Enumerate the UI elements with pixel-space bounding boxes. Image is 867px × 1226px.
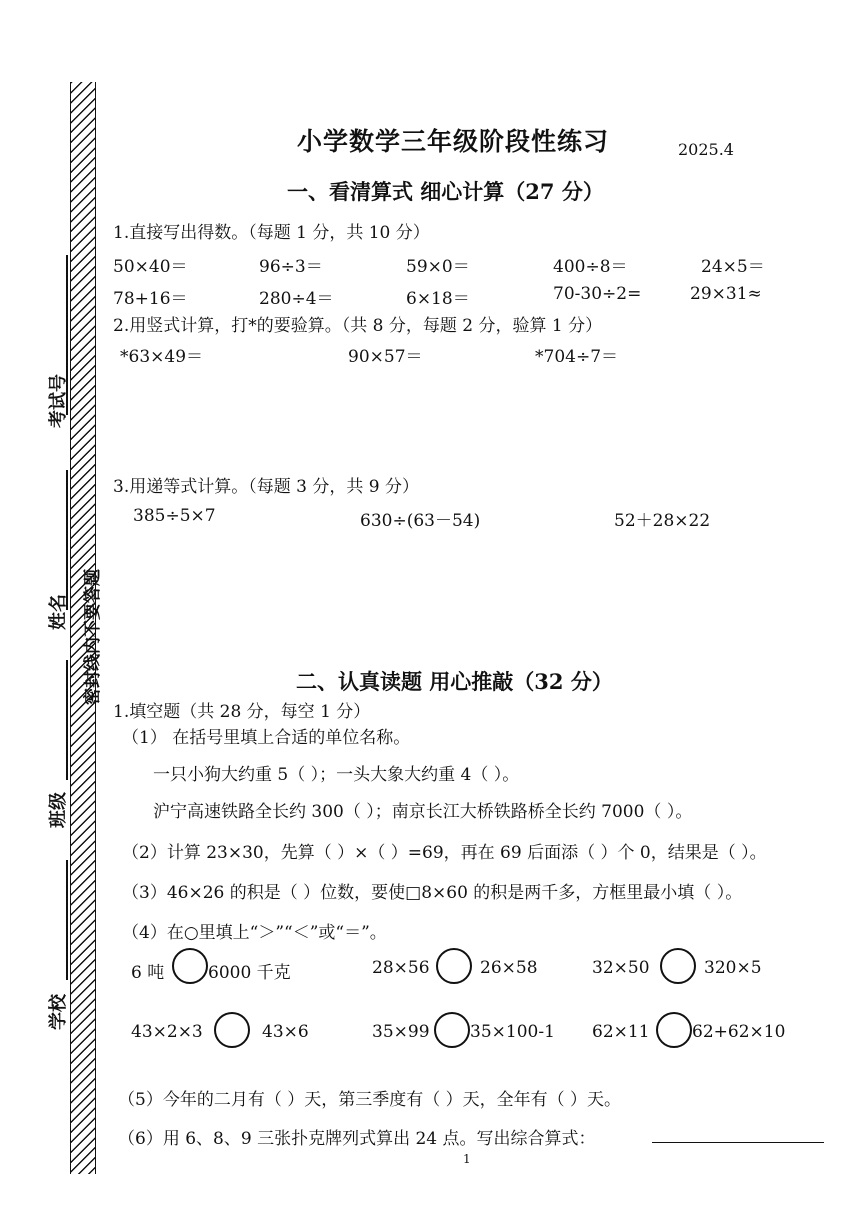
calc-r1-1: 50×40＝ [113,257,188,277]
calc-r2-4: 70-30÷2= [553,284,642,304]
vertical-calc-2: 90×57＝ [348,347,423,367]
compare-right: 6000 千克 [208,963,291,983]
q3-instruction: 3.用递等式计算。（每题 3 分，共 9 分） [113,477,419,497]
compare-circle[interactable] [214,1012,250,1048]
compare-circle[interactable] [656,1012,692,1048]
compare-right: 43×6 [262,1022,309,1042]
calc-r2-3: 6×18＝ [406,289,470,309]
stepwise-calc-2: 630÷(63－54) [360,511,481,531]
calc-r2-5: 29×31≈ [690,284,762,304]
fill-item-5: （5）今年的二月有（ ）天，第三季度有（ ）天，全年有（ ）天。 [118,1090,622,1110]
name-line [66,470,68,610]
exam-no-label: 考试号 [48,374,69,428]
fill-item-1a: 一只小狗大约重 5（ ）；一头大象大约重 4（ ）。 [153,765,520,785]
stepwise-calc-1: 385÷5×7 [133,506,216,526]
fill-item-6: （6）用 6、8、9 三张扑克牌列式算出 24 点。写出综合算式： [118,1129,596,1149]
fill-item-1b: 沪宁高速铁路全长约 300（ ）；南京长江大桥铁路桥全长约 7000（ ）。 [153,802,693,822]
compare-circle[interactable] [434,1012,470,1048]
section1-heading: 一、看清算式 细心计算（27 分） [287,179,604,204]
compare-right: 320×5 [704,958,762,978]
fill-in-instruction: 1.填空题（共 28 分，每空 1 分） [113,702,371,722]
stepwise-calc-3: 52＋28×22 [614,511,711,531]
compare-right: 26×58 [480,958,538,978]
fill-item-4: （4）在○里填上“＞”“＜”或“＝”。 [122,923,387,943]
class-label: 班级 [48,792,69,828]
compare-left: 62×11 [592,1022,650,1042]
date: 2025.4 [678,140,734,159]
fill-item-3: （3）46×26 的积是（ ）位数，要使□8×60 的积是两千多，方框里最小填（ ）。 [122,883,743,903]
page-number: 1 [463,1152,471,1166]
compare-left: 35×99 [372,1022,430,1042]
compare-left: 43×2×3 [131,1022,203,1042]
compare-circle[interactable] [660,948,696,984]
class-line [66,660,68,780]
vertical-calc-3: *704÷7＝ [535,347,619,367]
compare-circle[interactable] [172,948,208,984]
compare-right: 35×100-1 [470,1022,555,1042]
section2-heading: 二、认真读题 用心推敲（32 分） [296,669,613,694]
page-title: 小学数学三年级阶段性练习 [297,127,610,156]
calc-r1-5: 24×5＝ [701,257,765,277]
compare-circle[interactable] [436,948,472,984]
compare-left: 32×50 [592,958,650,978]
q1-instruction: 1.直接写出得数。（每题 1 分，共 10 分） [113,223,430,243]
fill-item-2: （2）计算 23×30，先算（ ）×（ ）=69，再在 69 后面添（ ）个 0，结果是（ ）。 [122,843,767,863]
calc-r2-1: 78+16＝ [113,289,188,309]
answer-line[interactable] [652,1142,824,1143]
q2-instruction: 2.用竖式计算，打*的要验算。（共 8 分，每题 2 分，验算 1 分） [113,316,603,336]
compare-right: 62+62×10 [692,1022,786,1042]
calc-r2-2: 280÷4＝ [259,289,334,309]
compare-left: 28×56 [372,958,430,978]
calc-r1-3: 59×0＝ [406,257,470,277]
school-label: 学校 [48,994,69,1030]
seal-notice: 密封线内不要答题 [83,569,103,705]
fill-item-1: （1） 在括号里填上合适的单位名称。 [122,728,411,748]
calc-r1-4: 400÷8＝ [553,257,628,277]
school-line [66,860,68,980]
compare-left: 6 吨 [131,963,165,983]
name-label: 姓名 [48,594,69,630]
calc-r1-2: 96÷3＝ [259,257,323,277]
vertical-calc-1: *63×49＝ [120,347,204,367]
